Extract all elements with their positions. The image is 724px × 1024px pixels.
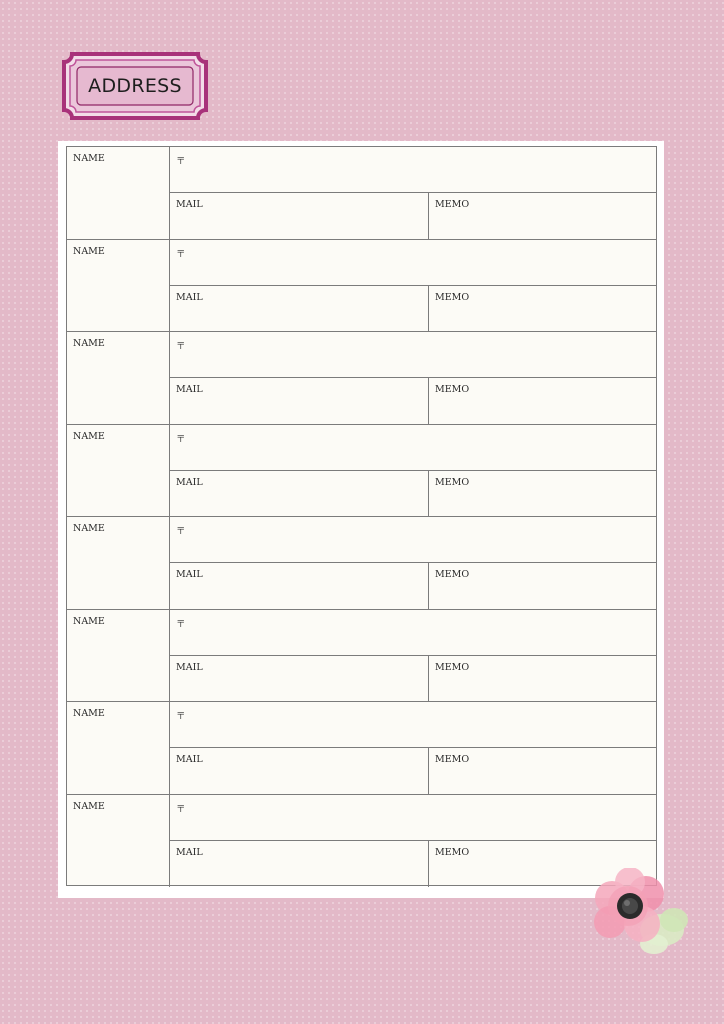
name-cell[interactable] xyxy=(67,610,170,702)
postal-mark-label: 〒 xyxy=(176,156,186,167)
page-title: ADDRESS xyxy=(88,75,182,97)
postal-address-cell[interactable] xyxy=(170,147,656,193)
address-entry xyxy=(67,702,656,795)
memo-label: MEMO xyxy=(435,476,470,488)
name-cell[interactable] xyxy=(67,240,170,332)
name-label: NAME xyxy=(73,708,105,719)
mail-label: MAIL xyxy=(176,291,203,303)
memo-cell[interactable] xyxy=(429,563,656,609)
mail-label: MAIL xyxy=(176,199,203,210)
postal-address-cell[interactable] xyxy=(170,240,656,286)
postal-address-cell[interactable] xyxy=(170,702,656,748)
name-cell[interactable] xyxy=(67,147,170,239)
postal-mark-label: 〒 xyxy=(176,433,186,445)
memo-cell[interactable] xyxy=(429,286,656,332)
address-entry xyxy=(67,610,656,703)
memo-cell[interactable] xyxy=(429,378,656,424)
mail-cell[interactable] xyxy=(170,563,429,609)
postal-mark-label: 〒 xyxy=(176,711,186,722)
title-badge xyxy=(60,50,210,122)
mail-cell[interactable] xyxy=(170,656,429,702)
memo-cell[interactable] xyxy=(429,656,656,702)
name-cell[interactable] xyxy=(67,425,170,517)
memo-label: MEMO xyxy=(435,199,470,210)
postal-mark-label: 〒 xyxy=(176,803,186,815)
address-table xyxy=(66,146,657,886)
memo-label: MEMO xyxy=(435,291,470,303)
postal-mark-label: 〒 xyxy=(176,248,186,260)
mail-label: MAIL xyxy=(176,384,203,395)
mail-cell[interactable] xyxy=(170,378,429,424)
name-cell[interactable] xyxy=(67,702,170,794)
address-entry xyxy=(67,332,656,425)
mail-label: MAIL xyxy=(176,846,203,858)
postal-mark-label: 〒 xyxy=(176,618,186,630)
name-cell[interactable] xyxy=(67,332,170,424)
address-entry xyxy=(67,425,656,518)
mail-cell[interactable] xyxy=(170,193,429,239)
memo-cell[interactable] xyxy=(429,193,656,239)
address-entry xyxy=(67,147,656,240)
address-sheet xyxy=(58,141,664,898)
postal-address-cell[interactable] xyxy=(170,517,656,563)
postal-mark-label: 〒 xyxy=(176,526,186,537)
name-label: NAME xyxy=(73,523,105,534)
memo-cell[interactable] xyxy=(429,748,656,794)
postal-mark-label: 〒 xyxy=(176,341,186,352)
name-label: NAME xyxy=(73,800,105,812)
mail-cell[interactable] xyxy=(170,748,429,794)
postal-address-cell[interactable] xyxy=(170,332,656,378)
name-cell[interactable] xyxy=(67,795,170,888)
memo-label: MEMO xyxy=(435,661,470,673)
address-entry xyxy=(67,517,656,610)
name-label: NAME xyxy=(73,615,105,627)
memo-label: MEMO xyxy=(435,569,470,580)
postal-address-cell[interactable] xyxy=(170,610,656,656)
mail-label: MAIL xyxy=(176,754,203,765)
name-label: NAME xyxy=(73,245,105,257)
pink-flower-icon xyxy=(584,868,694,960)
mail-label: MAIL xyxy=(176,476,203,488)
mail-cell[interactable] xyxy=(170,286,429,332)
name-label: NAME xyxy=(73,153,105,164)
memo-label: MEMO xyxy=(435,384,470,395)
mail-cell[interactable] xyxy=(170,841,429,888)
address-entry xyxy=(67,795,656,888)
mail-cell[interactable] xyxy=(170,471,429,517)
name-label: NAME xyxy=(73,430,105,442)
mail-label: MAIL xyxy=(176,569,203,580)
postal-address-cell[interactable] xyxy=(170,425,656,471)
memo-cell[interactable] xyxy=(429,471,656,517)
memo-label: MEMO xyxy=(435,846,470,858)
address-entry xyxy=(67,240,656,333)
memo-label: MEMO xyxy=(435,754,470,765)
mail-label: MAIL xyxy=(176,661,203,673)
postal-address-cell[interactable] xyxy=(170,795,656,841)
name-cell[interactable] xyxy=(67,517,170,609)
name-label: NAME xyxy=(73,338,105,349)
